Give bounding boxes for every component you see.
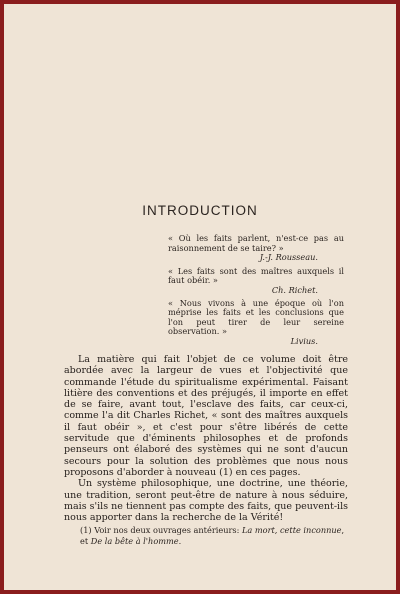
book-page [4, 4, 396, 590]
chapter-title: INTRODUCTION [142, 203, 258, 218]
footnote-work-title: De la bête à l'homme [90, 536, 179, 546]
quote-text: « Où les faits parlent, n'est-ce pas au raisonnement de se taire? » [168, 233, 344, 253]
footnote-work-title: La mort, cette inconnue [241, 525, 342, 535]
footnote [64, 525, 348, 547]
footnote-separator: , et [80, 525, 345, 546]
body-text [64, 354, 348, 523]
footnote-text: (1) Voir nos deux ouvrages antérieurs: [80, 525, 242, 535]
paragraph: La matière qui fait l'objet de ce volume doit être abordée avec la largeur de vues et l'objectivité que commande l'étude du spiritualisme expérimental. Faisant litière des conventions et des préjugés, il importe en effet de se faire, avant tout, l'esclave des faits, car ceux-ci, comme l'a dit Charles Richet, « sont des maîtres auxquels il faut obéir », et c'est pour s'être libérés de cette servitude que d'éminents philosophes et de profonds penseurs ont élaboré des systèmes qui ne sont d'aucun secours pour la solution des problèmes que nous nous proposons d'aborder à nouveau (1) en ces pages. [64, 354, 348, 478]
footnote-end: . [178, 536, 182, 546]
epigraph [168, 234, 344, 347]
quote-text: « Nous vivons à une époque où l'on méprise les faits et les conclusions que l'on peut tirer de leur sereine observation. » [168, 297, 344, 337]
quote-author: J.-J. Rousseau. [259, 252, 318, 263]
paragraph: Un système philosophique, une doctrine, une théorie, une tradition, seront peut-être de nature à nous séduire, mais s'ils ne tiennent pas compte des faits, que peuvent-ils nous apporter dans la recherche de la Vérité! [64, 478, 348, 524]
quote-author: Livius. [290, 335, 318, 346]
quote-author: Ch. Richet. [271, 284, 318, 295]
quote-text: « Les faits sont des maîtres auxquels il faut obéir. » [168, 265, 344, 286]
